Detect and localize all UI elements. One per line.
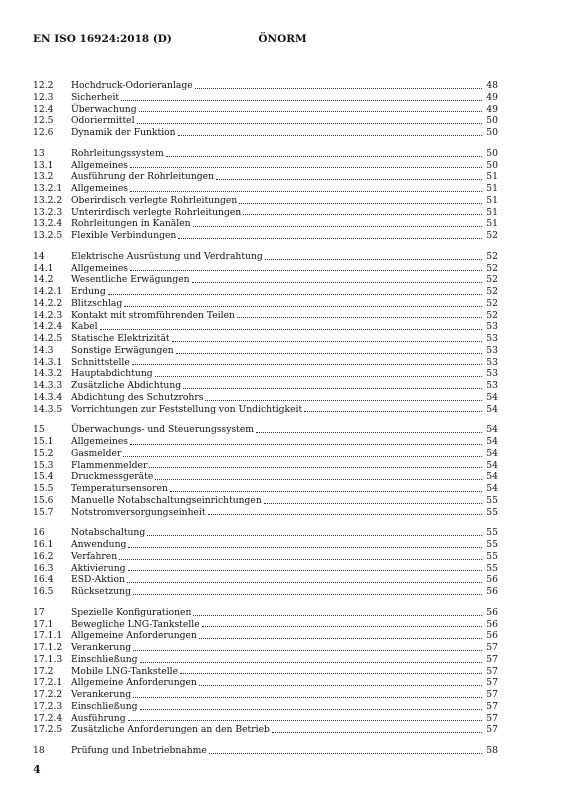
toc-entry-title: Ausführung [71,712,126,724]
dot-leader [205,399,482,401]
dot-leader [127,581,482,583]
toc-entry-number: 15.7 [33,506,54,518]
toc-entry[interactable] [33,483,498,495]
toc-entry-number: 14.3.4 [33,391,63,403]
dot-leader [140,708,482,710]
toc-entry-page: 56 [486,586,498,597]
toc-entry-title: Überwachung [71,103,137,115]
dot-leader [199,684,482,686]
toc-entry-page: 57 [486,642,498,653]
toc-entry[interactable] [33,527,498,539]
toc-entry-number: 14.1 [33,262,54,274]
toc-entry-title: Allgemeines [71,436,128,447]
dot-leader [195,87,482,89]
dot-leader [133,593,482,595]
dot-leader [216,178,482,180]
dot-leader [128,569,482,571]
toc-entry[interactable] [33,380,498,392]
toc-entry-number: 12.5 [33,115,54,127]
toc-entry-page: 52 [486,262,498,274]
dot-leader [202,625,482,627]
dot-leader [239,202,482,204]
toc-entry-title: Rohrleitungssystem [71,147,164,159]
toc-entry[interactable] [33,263,498,275]
toc-entry-title: Vorrichtungen zur Feststellung von Undichtigkeit [71,403,303,415]
toc-entry-page: 50 [486,127,498,138]
toc-entry-number: 13.2.5 [33,230,63,241]
toc-entry-page: 58 [486,745,498,756]
toc-entry-number: 17.2.1 [33,677,63,689]
toc-entry-number: 17.2.3 [33,700,63,712]
dot-leader [199,637,482,639]
toc-entry-title: Flammenmelder [71,459,148,471]
dot-leader [265,258,482,260]
toc-entry-number: 14.3.1 [33,356,63,368]
dot-leader [193,614,482,616]
toc-entry[interactable] [33,619,498,631]
dot-leader [209,752,482,754]
toc-entry-number: 14.2.3 [33,309,63,321]
toc-entry[interactable] [33,436,498,448]
toc-entry-number: 17.2.2 [33,689,63,700]
toc-entry-title: Zusätzliche Anforderungen an den Betrieb [71,724,270,736]
toc-entry-title: Blitzschlag [71,297,123,309]
toc-entry-title: Temperatursensoren [71,483,168,494]
toc-entry-page: 54 [486,424,498,436]
toc-entry-number: 16.4 [33,574,54,586]
toc-entry-title: Erdung [71,286,106,297]
toc-entry-page: 52 [486,286,498,297]
toc-entry-page: 55 [486,562,498,574]
toc-entry[interactable] [33,80,498,92]
toc-entry-number: 15.1 [33,436,54,447]
toc-entry-page: 53 [486,356,498,368]
toc-entry-title: Bewegliche LNG-Tankstelle [71,618,200,630]
toc-entry-number: 13.2.1 [33,183,63,194]
toc-entry-page: 53 [486,344,498,356]
toc-entry-title: Druckmessgeräte [71,471,154,483]
toc-entry[interactable] [33,471,498,483]
toc-entry-title: Ausführung der Rohrleitungen [71,171,214,183]
dot-leader [130,190,482,192]
dot-leader [139,110,482,112]
toc-entry[interactable] [33,745,498,757]
toc-entry[interactable] [33,321,498,333]
dot-leader [237,316,482,318]
toc-entry-number: 15.6 [33,494,54,506]
dot-leader [264,502,482,504]
toc-entry-number: 17.1 [33,618,54,630]
toc-entry-page: 54 [486,403,498,415]
toc-entry-page: 53 [486,333,498,344]
toc-entry-number: 12.3 [33,91,54,103]
toc-entry-title: Allgemeines [71,262,128,274]
toc-entry[interactable] [33,507,498,519]
toc-entry-page: 51 [486,171,498,183]
toc-entry[interactable] [33,333,498,345]
toc-entry[interactable] [33,460,498,472]
dot-leader [170,490,482,492]
toc-entry[interactable] [33,230,498,242]
dot-leader [121,99,482,101]
toc-entry-title: Verankerung [71,642,132,653]
dot-leader [137,122,482,124]
toc-entry-number: 14.2.4 [33,321,63,333]
toc-entry-title: Allgemeines [71,159,128,171]
toc-entry[interactable] [33,251,498,263]
toc-entry-page: 54 [486,459,498,471]
toc-entry-number: 14.3 [33,344,54,356]
toc-entry[interactable] [33,551,498,563]
dot-leader [149,466,482,468]
toc-entry-page: 53 [486,380,498,391]
dot-leader [130,269,482,271]
toc-entry-title: Rohrleitungen in Kanälen [71,218,191,230]
dot-leader [183,387,482,389]
dot-leader [132,363,482,365]
toc-entry-number: 17.2.5 [33,724,63,736]
toc-entry-page: 57 [486,677,498,689]
section-gap [33,139,498,148]
dot-leader [108,293,482,295]
dot-leader [123,455,482,457]
toc-entry[interactable] [33,183,498,195]
toc-entry[interactable] [33,310,498,322]
toc-entry-number: 12.4 [33,103,54,115]
toc-entry-page: 57 [486,724,498,736]
toc-entry-title: Prüfung und Inbetriebnahme [71,745,207,756]
toc-entry-number: 13.2.4 [33,218,63,230]
toc-entry-page: 49 [486,103,498,115]
toc-entry[interactable] [33,689,498,701]
toc-entry-title: Anwendung [71,539,127,550]
toc-entry[interactable] [33,607,498,619]
section-gap [33,415,498,424]
toc-entry-number: 14.3.5 [33,403,63,415]
toc-entry[interactable] [33,713,498,725]
dot-leader [166,155,482,157]
toc-entry-page: 51 [486,206,498,218]
toc-entry-number: 17.2.4 [33,712,63,724]
toc-entry-title: Kabel [71,321,98,333]
toc-entry[interactable] [33,286,498,298]
toc-entry[interactable] [33,677,498,689]
toc-entry-page: 56 [486,574,498,586]
dot-leader [180,672,482,674]
toc-entry-number: 13.2.3 [33,206,63,218]
toc-entry[interactable] [33,127,498,139]
dot-leader [192,281,482,283]
toc-entry[interactable] [33,160,498,172]
toc-entry[interactable] [33,586,498,598]
toc-entry[interactable] [33,345,498,357]
toc-entry-page: 54 [486,471,498,483]
toc-entry-number: 18 [33,745,45,756]
toc-entry-page: 57 [486,689,498,700]
toc-entry-page: 51 [486,194,498,206]
toc-entry-title: Manuelle Notabschaltungseinrichtungen [71,494,262,506]
toc-entry-page: 48 [486,80,498,91]
toc-entry-title: Statische Elektrizität [71,333,170,344]
toc-entry[interactable] [33,654,498,666]
dot-leader [128,719,482,721]
dot-leader [178,237,482,239]
toc-entry-number: 12.6 [33,127,54,138]
toc-entry-number: 17.2 [33,665,54,677]
toc-entry-page: 57 [486,700,498,712]
toc-entry-page: 52 [486,309,498,321]
toc-entry-title: Sonstige Erwägungen [71,344,174,356]
toc-entry-page: 51 [486,218,498,230]
toc-entry[interactable] [33,563,498,575]
toc-entry-number: 14.2.5 [33,333,63,344]
toc-entry-title: Aktivierung [71,562,126,574]
toc-entry-number: 15.4 [33,471,54,483]
toc-entry-page: 52 [486,250,498,262]
toc-entry-number: 16.3 [33,562,54,574]
toc-entry-number: 17.1.3 [33,653,63,665]
toc-entry[interactable] [33,666,498,678]
toc-entry-title: Schnittstelle [71,356,130,368]
toc-entry[interactable] [33,404,498,416]
toc-entry-page: 54 [486,447,498,459]
toc-entry-page: 52 [486,230,498,241]
dot-leader [272,731,482,733]
dot-leader [256,431,482,433]
toc-entry-page: 55 [486,494,498,506]
toc-entry-number: 14.2.1 [33,286,63,297]
toc-entry-title: Hauptabdichtung [71,368,153,380]
page-number: 4 [33,763,41,776]
section-gap [33,736,498,745]
toc-entry-page: 49 [486,91,498,103]
toc-entry-number: 12.2 [33,80,54,91]
toc-entry-title: Zusätzliche Abdichtung [71,380,182,391]
toc-entry-page: 55 [486,506,498,518]
toc-entry[interactable] [33,274,498,286]
toc-entry[interactable] [33,701,498,713]
toc-entry[interactable] [33,539,498,551]
toc-entry[interactable] [33,424,498,436]
toc-entry-page: 52 [486,297,498,309]
toc-entry-number: 16.5 [33,586,54,597]
toc-entry-title: Abdichtung des Schutzrohrs [71,391,204,403]
toc-entry-title: Einschließung [71,700,138,712]
toc-entry-title: Allgemeines [71,183,128,194]
toc-entry-number: 16 [33,527,45,539]
toc-entry[interactable] [33,642,498,654]
dot-leader [130,166,482,168]
toc-entry-number: 14.2 [33,274,54,286]
toc-entry-page: 50 [486,147,498,159]
toc-entry[interactable] [33,448,498,460]
toc-entry-page: 54 [486,436,498,447]
toc-entry[interactable] [33,104,498,116]
table-of-contents [33,80,498,757]
toc-entry-page: 51 [486,183,498,194]
dot-leader [130,443,482,445]
dot-leader [133,649,482,651]
dot-leader [208,513,482,515]
toc-entry[interactable] [33,495,498,507]
toc-entry[interactable] [33,630,498,642]
toc-entry[interactable] [33,298,498,310]
toc-entry-number: 13.1 [33,159,54,171]
dot-leader [178,134,482,136]
toc-entry[interactable] [33,357,498,369]
toc-entry-page: 54 [486,483,498,494]
toc-entry-title: Rücksetzung [71,586,131,597]
toc-entry-page: 55 [486,539,498,550]
toc-entry[interactable] [33,115,498,127]
toc-entry[interactable] [33,148,498,160]
dot-leader [304,410,482,412]
toc-entry-title: Notstromversorgungseinheit [71,506,206,518]
toc-entry-title: ESD-Aktion [71,574,125,586]
toc-entry-title: Notabschaltung [71,527,146,539]
toc-entry-page: 54 [486,391,498,403]
section-gap [33,598,498,607]
toc-entry-number: 13.2.2 [33,194,63,206]
toc-entry-title: Spezielle Konfigurationen [71,606,192,618]
dot-leader [128,546,482,548]
dot-leader [140,661,482,663]
toc-entry-title: Oberirdisch verlegte Rohrleitungen [71,194,238,206]
toc-entry-title: Kontakt mit stromführenden Teilen [71,309,235,321]
toc-entry-page: 56 [486,606,498,618]
toc-entry[interactable] [33,92,498,104]
toc-entry-title: Unterirdisch verlegte Rohrleitungen [71,206,242,218]
norm-label: ÖNORM [258,33,307,45]
standard-id: EN ISO 16924:2018 (D) [33,33,172,45]
toc-entry-number: 14.2.2 [33,297,63,309]
toc-entry-number: 14.3.3 [33,380,63,391]
toc-entry-page: 55 [486,550,498,562]
dot-leader [155,478,482,480]
toc-entry-title: Dynamik der Funktion [71,127,176,138]
dot-leader [133,696,482,698]
toc-entry-page: 56 [486,618,498,630]
toc-entry[interactable] [33,207,498,219]
toc-entry-title: Hochdruck-Odorieranlage [71,80,193,91]
dot-leader [172,340,482,342]
toc-entry-number: 14 [33,250,45,262]
toc-entry-title: Mobile LNG-Tankstelle [71,665,179,677]
toc-entry-page: 50 [486,159,498,171]
toc-entry[interactable] [33,368,498,380]
toc-entry-number: 16.1 [33,539,54,550]
section-gap [33,518,498,527]
page-header [33,33,532,47]
toc-entry-number: 15.5 [33,483,54,494]
toc-entry-number: 14.3.2 [33,368,63,380]
toc-entry-number: 13 [33,147,45,159]
toc-entry-title: Wesentliche Erwägungen [71,274,190,286]
toc-entry-title: Elektrische Ausrüstung und Verdrahtung [71,250,263,262]
toc-entry-number: 17 [33,606,45,618]
toc-entry-number: 15 [33,424,45,436]
toc-entry-page: 55 [486,527,498,539]
toc-entry-page: 57 [486,665,498,677]
toc-entry-number: 13.2 [33,171,54,183]
dot-leader [147,534,482,536]
toc-entry-number: 17.1.2 [33,642,63,653]
toc-entry-page: 53 [486,368,498,380]
toc-entry-number: 16.2 [33,550,54,562]
toc-entry-number: 15.3 [33,459,54,471]
toc-entry-page: 57 [486,653,498,665]
toc-entry-title: Flexible Verbindungen [71,230,177,241]
toc-entry-number: 17.1.1 [33,630,63,642]
toc-entry-title: Gasmelder [71,447,122,459]
toc-entry-page: 53 [486,321,498,333]
toc-entry-title: Überwachungs- und Steuerungssystem [71,424,255,436]
toc-entry-page: 50 [486,115,498,127]
section-gap [33,242,498,251]
toc-entry[interactable] [33,574,498,586]
toc-entry-title: Allgemeine Anforderungen [71,677,197,689]
toc-entry[interactable] [33,218,498,230]
toc-entry[interactable] [33,392,498,404]
toc-entry[interactable] [33,724,498,736]
toc-entry-number: 15.2 [33,447,54,459]
toc-entry[interactable] [33,195,498,207]
toc-entry-page: 52 [486,274,498,286]
dot-leader [119,558,482,560]
toc-entry-page: 56 [486,630,498,642]
dot-leader [155,375,482,377]
toc-entry-title: Einschließung [71,653,138,665]
dot-leader [124,305,482,307]
toc-entry-title: Allgemeine Anforderungen [71,630,197,642]
toc-entry-title: Verfahren [71,550,118,562]
dot-leader [100,328,482,330]
dot-leader [243,213,482,215]
dot-leader [176,352,482,354]
toc-entry-title: Odoriermittel [71,115,135,127]
toc-entry-title: Verankerung [71,689,132,700]
dot-leader [193,225,482,227]
toc-entry[interactable] [33,171,498,183]
toc-entry-page: 57 [486,712,498,724]
toc-entry-title: Sicherheit [71,91,120,103]
